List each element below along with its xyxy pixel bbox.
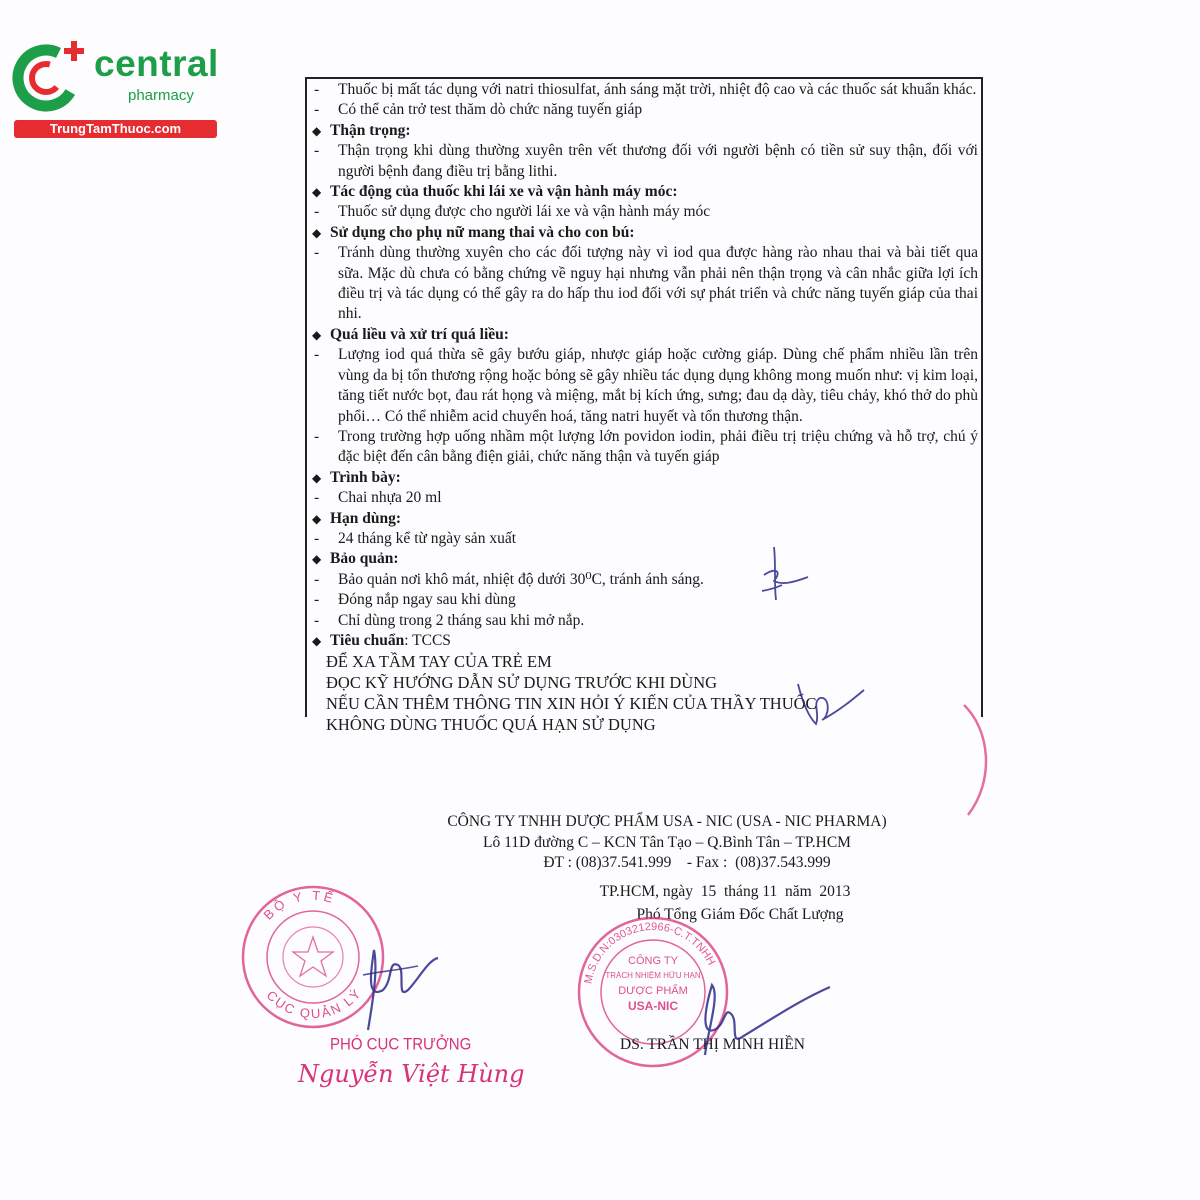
partial-stamp-edge [950,700,1000,820]
warning-line: ĐỂ XA TẦM TAY CỦA TRẺ EM [326,652,552,672]
company-block [312,812,1022,874]
company-name: CÔNG TY TNHH DƯỢC PHẨM USA - NIC (USA - NIC PHARMA) [447,813,887,830]
initial-mark-2 [790,680,870,730]
logo-site-link[interactable]: TrungTamThuoc.com [14,120,217,138]
list-item [312,427,978,468]
company-address: Lô 11D đường C – KCN Tân Tạo – Q.Bình Tân – TP.HCM [483,833,851,851]
list-item [312,80,978,100]
dash-bullet: - [314,529,320,547]
signature-date: TP.HCM, ngày 15 tháng 11 năm 2013 [599,883,851,900]
signature-title: Phó Tổng Giám Đốc Chất Lượng [636,906,844,923]
section-heading-text: Quá liều và xử trí quá liều: [330,325,509,343]
dash-bullet: - [314,427,320,445]
section-heading-text: Trình bày: [330,468,401,486]
diamond-bullet-icon: ◆ [312,123,322,138]
deputy-director-title: PHÓ CỤC TRƯỞNG [330,1035,472,1054]
section-heading-text: Hạn dùng: [330,509,402,527]
section-heading [312,325,978,345]
dash-bullet: - [314,611,320,629]
list-item-text: Thuốc bị mất tác dụng với natri thiosulfat, ánh sáng mặt trời, nhiệt độ cao và các thuốc sát khuẩn khác. [338,81,977,98]
dash-bullet: - [314,489,320,507]
list-item-text: Trong trường hợp uống nhầm một lượng lớn povidon iodin, phải điều trị triệu chứng và hỗ trợ, chú ý đặc biệt đến cân bằng điện giải, chức năng thận và tuyến giáp [338,427,978,466]
dash-bullet: - [314,346,320,364]
section-heading [312,549,978,569]
central-pharmacy-logo [8,38,218,138]
list-item [312,529,978,549]
standard-value: : TCCS [404,631,451,649]
logo-brand: central [94,43,219,84]
diamond-bullet-icon: ◆ [312,225,322,240]
warning-line: KHÔNG DÙNG THUỐC QUÁ HẠN SỬ DỤNG [326,715,656,735]
section-heading [312,182,978,202]
list-item-text: Chai nhựa 20 ml [338,489,442,507]
list-item-text: Thuốc sử dụng được cho người lái xe và vận hành máy móc [338,203,711,221]
diamond-bullet-icon: ◆ [312,327,322,342]
signatory-name: DS. TRẦN THỊ MINH HIỀN [620,1036,805,1053]
list-item-text: Tránh dùng thường xuyên cho các đối tượng này vì iod qua được hàng rào nhau thai và bài tiết qua sữa. Mặc dù chưa có bằng chứng về nguy hại nhưng vẫn phải nên thận trọng và cân nhắc giữa lợi ích điều trị và tác dụng có thể gây ra do hấp thu iod đối với sự phát triển và chức năng tuyến giáp của thai nhi. [338,244,978,323]
initial-mark-1 [752,545,812,605]
section-heading [312,468,978,488]
deputy-director-name: Nguyễn Việt Hùng [298,1060,525,1088]
section-heading [312,223,978,243]
document-content [312,80,978,735]
list-item [312,345,978,427]
section-heading-text: Tác động của thuốc khi lái xe và vận hành máy móc: [330,183,678,201]
dash-bullet: - [314,101,320,119]
ministry-stamp-top-text: BỘ Y TẾ [260,887,338,923]
dash-bullet: - [314,591,320,609]
logo-sub: pharmacy [128,87,194,104]
list-item [312,202,978,222]
diamond-bullet-icon: ◆ [312,633,322,648]
list-item-text: Chỉ dùng trong 2 tháng sau khi mở nắp. [338,611,585,629]
list-item [312,570,978,590]
section-heading-text: Bảo quản: [330,550,399,568]
warning-line: ĐỌC KỸ HƯỚNG DẪN SỬ DỤNG TRƯỚC KHI DÙNG [326,673,718,693]
right-signature [680,975,840,1065]
list-item [312,611,978,631]
dash-bullet: - [314,142,320,160]
left-signature [338,930,448,1040]
list-item-text: Có thể cản trở test thăm dò chức năng tuyến giáp [338,101,643,119]
pharmacy-cross-icon [10,38,88,116]
company-phone: ĐT : (08)37.541.999 - Fax : (08)37.543.999 [543,854,831,871]
section-heading [312,509,978,529]
warning-line: NẾU CẦN THÊM THÔNG TIN XIN HỎI Ý KIẾN CỦA THẦY THUỐC [326,694,817,714]
company-stamp-line2: TRÁCH NHIỆM HỮU HẠN [605,971,701,980]
dash-bullet: - [314,203,320,221]
company-stamp-line4: USA-NIC [628,999,678,1013]
list-item [312,141,978,182]
list-item [312,488,978,508]
section-heading-text: Thận trọng: [330,121,411,139]
list-item [312,590,978,610]
list-item-text: Lượng iod quá thừa sẽ gây bướu giáp, nhược giáp hoặc cường giáp. Dùng chế phẩm nhiều lần trên vùng da bị tổn thương rộng hoặc bỏng sẽ gây nhiều tác dụng dụng không mong muốn như: vị kim loại, tăng tiết nước bọt, đau rát họng và miệng, mắt bị kích ứng, sưng; đau dạ dày, tiêu chảy, khó thở do phù phổi… Có thể nhiễm acid chuyển hoá, tăng natri huyết và tổn thương thận. [338,346,978,425]
company-stamp-line1: CÔNG TY [628,955,678,967]
svg-text:BỘ Y TẾ [260,888,337,923]
diamond-bullet-icon: ◆ [312,185,322,200]
diamond-bullet-icon: ◆ [312,511,322,526]
company-stamp-ring-text: M.S.D.N:0303212966-C.T.TNHH [582,920,718,985]
dash-bullet: - [314,570,320,588]
standard-label: Tiêu chuẩn [330,631,405,649]
standard-line [312,631,978,651]
ministry-stamp-bottom-text: CỤC QUẢN LÝ [263,985,365,1022]
company-stamp-line3: DƯỢC PHẨM [618,985,688,997]
section-heading-text: Sử dụng cho phụ nữ mang thai và cho con bú: [330,223,635,241]
dash-bullet: - [314,81,320,98]
list-item-text: Đóng nắp ngay sau khi dùng [338,591,516,609]
diamond-bullet-icon: ◆ [312,470,322,485]
section-heading [312,121,978,141]
list-item-text: 24 tháng kể từ ngày sản xuất [338,529,517,547]
diamond-bullet-icon: ◆ [312,552,322,567]
list-item [312,243,978,325]
list-item [312,100,978,120]
list-item-text: Bảo quản nơi khô mát, nhiệt độ dưới 30⁰C, tránh ánh sáng. [338,570,704,588]
list-item-text: Thận trọng khi dùng thường xuyên trên vết thương đối với người bệnh có tiền sử suy thận, đối với người bệnh đang điều trị bằng lithi. [338,142,978,180]
dash-bullet: - [314,244,320,262]
